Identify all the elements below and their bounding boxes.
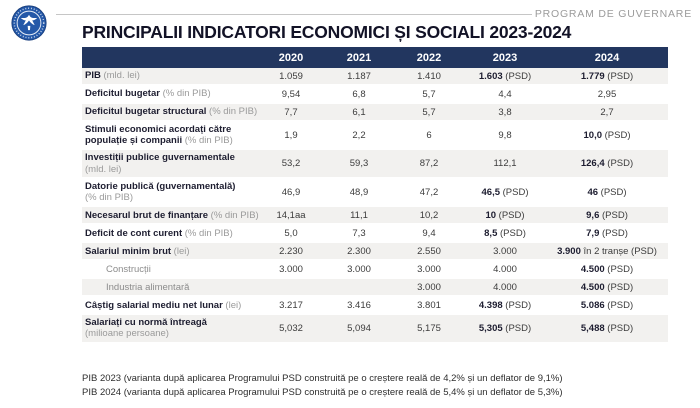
government-seal-logo [10, 4, 48, 42]
value-cell: 5,0 [284, 227, 298, 239]
value-cell: 2.300 [347, 245, 371, 257]
value-cell: 9,4 [422, 227, 436, 239]
header-divider [56, 14, 532, 15]
value-cell: 1,9 [284, 129, 298, 141]
row-label: Deficit de cont curent (% din PIB) [85, 227, 233, 239]
value-cell: 53,2 [281, 158, 301, 170]
value-cell: 2.550 [417, 245, 441, 257]
row-label: Câștig salarial mediu net lunar (lei) [85, 299, 242, 311]
table-row [82, 179, 668, 207]
value-cell: 9,6 (PSD) [586, 209, 628, 221]
value-cell: 3.000 [279, 263, 303, 275]
year-column-header: 2021 [346, 51, 372, 64]
value-cell: 3.000 [417, 281, 441, 293]
value-cell: 3.000 [493, 245, 517, 257]
value-cell: 14,1aa [276, 209, 306, 221]
value-cell: 3.900 în 2 tranșe (PSD) [557, 245, 657, 257]
value-cell: 5,175 [417, 322, 441, 334]
value-cell: 1.059 [279, 70, 303, 82]
value-cell: 4.500 (PSD) [580, 281, 634, 293]
value-cell: 1.603 (PSD) [478, 70, 532, 82]
table-row [82, 150, 668, 178]
table-row [82, 243, 668, 261]
value-cell: 6,1 [352, 106, 366, 118]
value-cell: 3.000 [347, 263, 371, 275]
value-cell: 126,4 (PSD) [580, 158, 634, 170]
value-cell: 3.801 [417, 299, 441, 311]
footnote-pib-2023: PIB 2023 (varianta după aplicarea Programului PSD construită pe o creștere reală de 4,2% și un deflator de 9,1%) [82, 373, 563, 384]
value-cell: 8,5 (PSD) [484, 227, 526, 239]
row-label: Construcții [106, 263, 151, 275]
value-cell: 2.230 [279, 245, 303, 257]
indicators-table [82, 47, 668, 344]
year-column-header: 2023 [492, 51, 518, 64]
value-cell: 5,7 [422, 88, 436, 100]
value-cell: 5,488 (PSD) [580, 322, 634, 334]
value-cell: 5.086 (PSD) [580, 299, 634, 311]
value-cell: 9,54 [281, 88, 301, 100]
value-cell: 1.187 [347, 70, 371, 82]
footnotes [82, 372, 563, 401]
value-cell: 59,3 [349, 158, 369, 170]
row-label: Datorie publică (guvernamentală) (% din PIB) [85, 180, 236, 204]
value-cell: 4.398 (PSD) [478, 299, 532, 311]
table-row [82, 122, 668, 150]
table-row [82, 315, 668, 343]
value-cell: 7,9 (PSD) [586, 227, 628, 239]
value-cell: 3.000 [417, 263, 441, 275]
table-row [82, 225, 668, 243]
value-cell: 3.217 [279, 299, 303, 311]
table-row [82, 279, 668, 297]
value-cell: 46,5 (PSD) [481, 186, 529, 198]
value-cell: 2,7 [600, 106, 614, 118]
value-cell: 7,3 [352, 227, 366, 239]
value-cell: 9,8 [498, 129, 512, 141]
value-cell: 10,0 (PSD) [583, 129, 631, 141]
table-row [82, 261, 668, 279]
value-cell: 2,95 [597, 88, 617, 100]
value-cell: 4,4 [498, 88, 512, 100]
value-cell: 47,2 [419, 186, 439, 198]
program-label: PROGRAM DE GUVERNARE [534, 8, 692, 20]
year-column-header: 2020 [278, 51, 304, 64]
value-cell: 3.416 [347, 299, 371, 311]
value-cell: 6,8 [352, 88, 366, 100]
page-title: PRINCIPALII INDICATORI ECONOMICI ȘI SOCIALI 2023-2024 [82, 22, 572, 42]
value-cell: 2,2 [352, 129, 366, 141]
row-label: Stimuli economici acordați către populație și companii (% din PIB) [85, 124, 233, 147]
value-cell: 7,7 [284, 106, 298, 118]
value-cell: 46,9 [281, 186, 301, 198]
value-cell: 46 (PSD) [587, 186, 627, 198]
row-label: PIB (mld. lei) [85, 70, 140, 82]
table-row [82, 86, 668, 104]
value-cell: 10 (PSD) [485, 209, 525, 221]
table-body [82, 68, 668, 344]
row-label: Deficitul bugetar (% din PIB) [85, 88, 211, 100]
value-cell: 112,1 [493, 158, 517, 170]
value-cell: 1.410 [417, 70, 441, 82]
row-label: Industria alimentară [106, 281, 190, 293]
value-cell: 10,2 [419, 209, 439, 221]
table-row [82, 104, 668, 122]
row-label: Salariați cu normă întreagă (milioane persoane) [85, 317, 207, 340]
value-cell: 5,7 [422, 106, 436, 118]
table-row [82, 297, 668, 315]
footnote-pib-2024: PIB 2024 (varianta după aplicarea Programului PSD construită pe o creștere reală de 5,4% și un deflator de 5,3%) [82, 387, 563, 399]
value-cell: 6 [426, 129, 432, 141]
row-label: Necesarul brut de finanțare (% din PIB) [85, 209, 259, 221]
value-cell: 4.500 (PSD) [580, 263, 634, 275]
value-cell: 5,032 [279, 322, 303, 334]
row-label: Deficitul bugetar structural (% din PIB) [85, 106, 258, 118]
table-header-row [82, 47, 668, 68]
year-column-header: 2024 [594, 51, 620, 64]
value-cell: 4.000 [493, 263, 517, 275]
value-cell: 4.000 [493, 281, 517, 293]
table-row [82, 207, 668, 225]
value-cell: 1.779 (PSD) [580, 70, 634, 82]
value-cell: 11,1 [350, 209, 368, 221]
value-cell: 5,094 [347, 322, 371, 334]
value-cell: 87,2 [419, 158, 439, 170]
table-row [82, 68, 668, 86]
value-cell: 48,9 [349, 186, 369, 198]
value-cell: 3,8 [498, 106, 512, 118]
year-column-header: 2022 [416, 51, 442, 64]
row-label: Salariul minim brut (lei) [85, 245, 190, 257]
value-cell: 5,305 (PSD) [478, 322, 532, 334]
row-label: Investiții publice guvernamentale (mld. lei) [85, 152, 235, 175]
